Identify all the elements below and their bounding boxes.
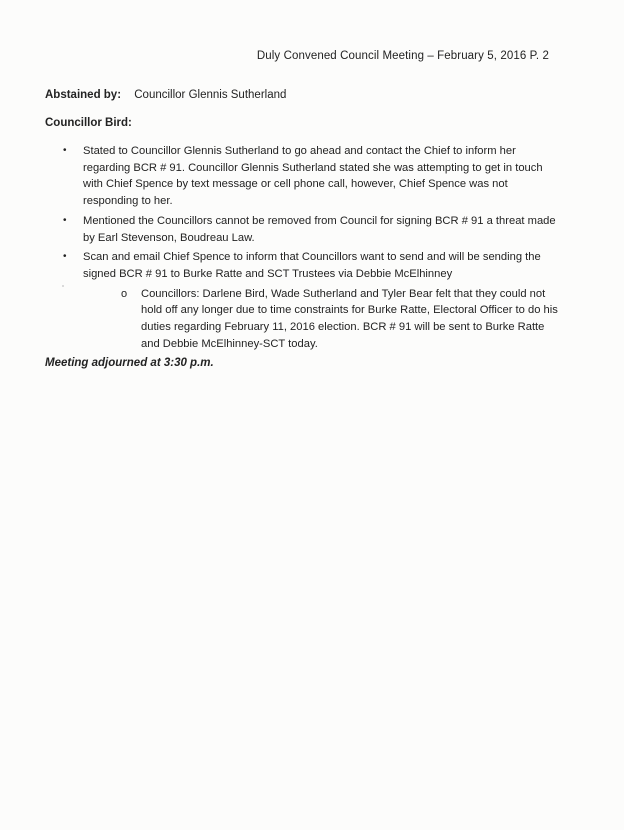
- abstained-line: [45, 89, 286, 101]
- list-item: [63, 249, 563, 352]
- sub-list-item: [121, 286, 563, 353]
- sub-list-item-text: Councillors: Darlene Bird, Wade Sutherland and Tyler Bear felt that they could not hold off any longer due to time constraints for Burke Ratte, Electoral Officer to do his duties regarding February 11, 2016 election. BCR # 91 will be sent to Burke Ratte and Debbie McElhinney-SCT today.: [141, 287, 558, 350]
- list-item-text: Scan and email Chief Spence to inform that Councillors want to send and will be sending the signed BCR # 91 to Burke Ratte and SCT Trustees via Debbie McElhinney: [83, 251, 541, 280]
- scan-speck: [62, 285, 64, 287]
- abstained-value: Councillor Glennis Sutherland: [134, 89, 287, 101]
- section-heading: Councillor Bird:: [45, 117, 132, 129]
- list-item: [63, 213, 563, 246]
- list-item-text: Stated to Councillor Glennis Sutherland to go ahead and contact the Chief to inform her regarding BCR # 91. Councillor Glennis Sutherland stated she was attempting to get in touch with Chief Spence by text message or cell phone call, however, Chief Spence was not responding to her.: [83, 145, 543, 208]
- meeting-adjourned: Meeting adjourned at 3:30 p.m.: [45, 357, 214, 369]
- bullet-list: [63, 143, 563, 355]
- page-header: Duly Convened Council Meeting – February 5, 2016 P. 2: [256, 50, 549, 62]
- bullet-icon: •: [63, 251, 67, 263]
- bullet-icon: •: [63, 214, 67, 226]
- list-item: [63, 143, 563, 210]
- abstained-label: Abstained by:: [45, 89, 122, 101]
- bullet-icon: •: [63, 145, 67, 156]
- sub-bullet-list: [83, 286, 563, 353]
- circle-bullet-icon: o: [121, 287, 128, 300]
- list-item-text: Mentioned the Councillors cannot be removed from Council for signing BCR # 91 a threat made by Earl Stevenson, Boudreau Law.: [83, 214, 556, 244]
